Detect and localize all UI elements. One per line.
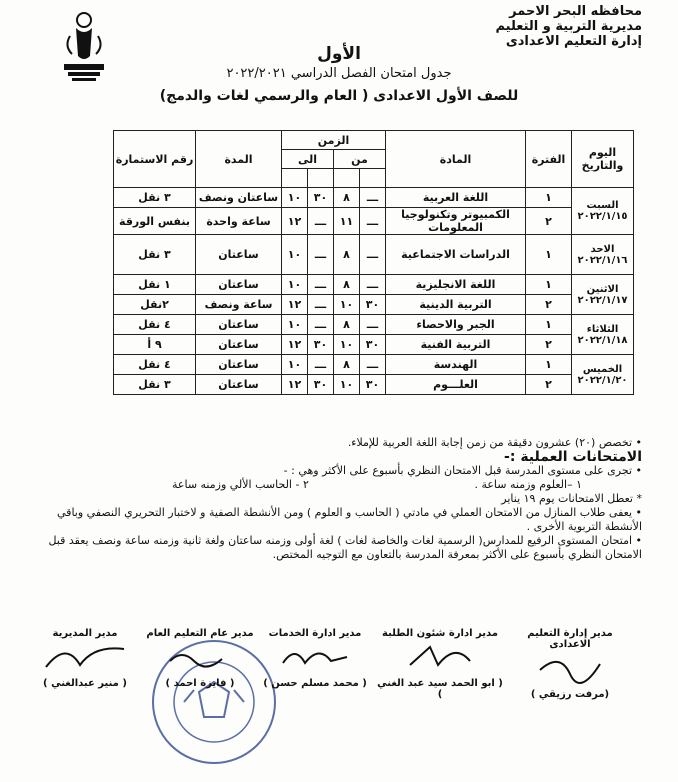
cell-from-minute: ـــ — [360, 275, 386, 295]
cell-period: ٢ — [526, 335, 572, 355]
cell-to-minute: ـــ — [308, 208, 334, 235]
cell-duration: ساعتان — [196, 355, 282, 375]
cell-from-minute: ٣٠ — [360, 295, 386, 315]
signatures-row — [30, 628, 630, 718]
header-form: رقم الاستمارة — [114, 131, 196, 188]
cell-duration: ساعة واحدة — [196, 208, 282, 235]
header-period: الفترة — [526, 131, 572, 188]
cell-duration: ساعة ونصف — [196, 295, 282, 315]
cell-period: ٢ — [526, 375, 572, 395]
cell-from-minute: ـــ — [360, 208, 386, 235]
cell-subject: العلـــوم — [386, 375, 526, 395]
cell-day: الاثنين ٢٠٢٢/١/١٧ — [572, 275, 634, 315]
administration-line: إدارة التعليم الاعدادى — [505, 34, 642, 49]
cell-to-minute: ٣٠ — [308, 335, 334, 355]
cell-form: ٣ نقل — [114, 375, 196, 395]
cell-from-hour: ١٠ — [334, 375, 360, 395]
cell-from-hour: ٨ — [334, 188, 360, 208]
handwritten-signature — [530, 650, 610, 686]
cell-to-hour: ١٠ — [282, 235, 308, 275]
cell-from-minute: ٣٠ — [360, 375, 386, 395]
header-from: من — [334, 150, 386, 169]
cell-from-hour: ٨ — [334, 235, 360, 275]
header-to: الى — [282, 150, 334, 169]
cell-to-hour: ١٠ — [282, 355, 308, 375]
cell-day: الاحد ٢٠٢٢/١/١٦ — [572, 235, 634, 275]
note-home-students: • يعفى طلاب المنازل من الامتحان العملي في مادتي ( الحاسب و العلوم ) ومن الأنشطة الصفية و لاختبار التحريري النصفي وباقي الأنشطة التربوية الأخرى . — [57, 506, 642, 533]
cell-form: ٢نقل — [114, 295, 196, 315]
cell-period: ١ — [526, 235, 572, 275]
schedule-title: جدول امتحان الفصل الدراسي ٢٠٢٢/٢٠٢١ — [226, 66, 452, 81]
note-practical: • تجرى على مستوى المدرسة قبل الامتحان النظري بأسبوع على الأكثر وهي : - — [283, 464, 642, 477]
header-duration: المدة — [196, 131, 282, 188]
cell-subject: الكمبيوتر وتكنولوجيا المعلومات — [386, 208, 526, 235]
cell-day: الثلاثاء ٢٠٢٢/١/١٨ — [572, 315, 634, 355]
cell-duration: ساعتان — [196, 275, 282, 295]
cell-duration: ساعتان — [196, 235, 282, 275]
cell-period: ١ — [526, 355, 572, 375]
table-row — [114, 315, 634, 335]
cell-form: ٣ نقل — [114, 188, 196, 208]
cell-from-minute: ـــ — [360, 315, 386, 335]
cell-from-hour: ٨ — [334, 315, 360, 335]
note-dictation: • تخصص (٢٠) عشرون دقيقة من زمن إجابة اللغة العربية للإملاء. — [347, 436, 642, 449]
cell-subject: التربية الفنية — [386, 335, 526, 355]
cell-to-hour: ١٠ — [282, 315, 308, 335]
note-practical-computer: ٢ - الحاسب الألي وزمنه ساعة — [172, 478, 309, 491]
schedule-subtitle: للصف الأول الاعدادى ( العام والرسمي لغات والدمج) — [159, 88, 519, 104]
cell-subject: اللغة العربية — [386, 188, 526, 208]
cell-subject: الهندسة — [386, 355, 526, 375]
cell-subject: اللغة الانجليزية — [386, 275, 526, 295]
cell-form: ٣ نقل — [114, 235, 196, 275]
note-practical-science: ١ –العلوم وزمنه ساعة . — [474, 478, 582, 491]
exam-term-label: الأول — [317, 44, 361, 64]
signature-student-affairs: مدير ادارة شئون الطلبة ( ابو الحمد سيد عبد الغني ) — [377, 628, 503, 700]
cell-subject: الجبر والاحصاء — [386, 315, 526, 335]
header-time: الزمن — [282, 131, 386, 150]
cell-duration: ساعتان — [196, 315, 282, 335]
signature-services: مدير ادارة الخدمات ( محمد مسلم حسن ) — [263, 628, 367, 689]
header-day: اليوم والتاريخ — [572, 131, 634, 188]
cell-duration: ساعتان — [196, 375, 282, 395]
cell-to-minute: ـــ — [308, 235, 334, 275]
table-row — [114, 295, 634, 315]
cell-subject: الدراسات الاجتماعية — [386, 235, 526, 275]
cell-from-hour: ١٠ — [334, 295, 360, 315]
cell-subject: التربية الدينية — [386, 295, 526, 315]
table-row — [114, 375, 634, 395]
cell-form: بنفس الورقة — [114, 208, 196, 235]
cell-to-minute: ـــ — [308, 295, 334, 315]
table-row — [114, 355, 634, 375]
cell-to-hour: ١٢ — [282, 375, 308, 395]
cell-period: ٢ — [526, 295, 572, 315]
cell-form: ٤ نقل — [114, 355, 196, 375]
cell-form: ٤ نقل — [114, 315, 196, 335]
cell-to-minute: ـــ — [308, 275, 334, 295]
table-row — [114, 335, 634, 355]
table-row — [114, 208, 634, 235]
cell-to-hour: ١٢ — [282, 295, 308, 315]
cell-from-hour: ١١ — [334, 208, 360, 235]
cell-period: ١ — [526, 315, 572, 335]
cell-from-minute: ٣٠ — [360, 335, 386, 355]
exam-schedule-table — [113, 130, 634, 395]
header-subject: المادة — [386, 131, 526, 188]
cell-duration: ساعتان ونصف — [196, 188, 282, 208]
cell-to-minute: ـــ — [308, 315, 334, 335]
table-row — [114, 188, 634, 208]
table-row — [114, 235, 634, 275]
signature-general-education: مدير عام التعليم العام ( فايزة احمد ) — [146, 628, 254, 689]
table-row — [114, 275, 634, 295]
cell-to-minute: ٣٠ — [308, 375, 334, 395]
cell-day: الخميس ٢٠٢٢/١/٢٠ — [572, 355, 634, 395]
cell-from-minute: ـــ — [360, 188, 386, 208]
note-holiday: * تعطل الامتحانات يوم ١٩ يناير — [501, 492, 642, 505]
cell-from-minute: ـــ — [360, 235, 386, 275]
cell-period: ١ — [526, 275, 572, 295]
cell-form: ٩ أ — [114, 335, 196, 355]
cell-from-hour: ١٠ — [334, 335, 360, 355]
signature-directorate-head: مدير المديرية ( منير عبدالغني ) — [30, 628, 140, 718]
cell-from-hour: ٨ — [334, 275, 360, 295]
handwritten-signature — [40, 639, 130, 675]
cell-to-hour: ١٠ — [282, 275, 308, 295]
signature-prep-director: مدير إدارة التعليم الاعدادى (مرفت رزيقي ) — [527, 628, 613, 700]
directorate-header — [442, 4, 642, 49]
directorate-line: مديرية التربية و التعليم — [495, 19, 642, 34]
cell-to-hour: ١٢ — [282, 335, 308, 355]
cell-to-minute: ـــ — [308, 355, 334, 375]
cell-form: ١ نقل — [114, 275, 196, 295]
cell-day: السبت ٢٠٢٢/١/١٥ — [572, 188, 634, 235]
governorate-line: محافظه البحر الاحمر — [509, 4, 642, 19]
handwritten-signature — [160, 639, 240, 675]
note-advanced-level: • امتحان المستوى الرفيع للمدارس( الرسمية لغات والخاصة لغات ) لغة أولى وزمنه ساعتان ولغة ثانية وزمنه ساعة ونصف يعقد قبل الامتحان النظري بأسبوع على الأكثر بمعرفة المدرسة بالتعاون مع التوجيه المختص. — [48, 534, 642, 561]
handwritten-signature — [400, 639, 480, 675]
cell-to-hour: ١٢ — [282, 208, 308, 235]
cell-to-hour: ١٠ — [282, 188, 308, 208]
cell-to-minute: ٣٠ — [308, 188, 334, 208]
cell-duration: ساعتان — [196, 335, 282, 355]
handwritten-signature — [275, 639, 355, 675]
cell-from-hour: ٨ — [334, 355, 360, 375]
cell-from-minute: ـــ — [360, 355, 386, 375]
practical-exams-title: الامتحانات العملية :- — [504, 449, 642, 465]
notes-section — [22, 436, 642, 562]
cell-period: ١ — [526, 188, 572, 208]
cell-period: ٢ — [526, 208, 572, 235]
